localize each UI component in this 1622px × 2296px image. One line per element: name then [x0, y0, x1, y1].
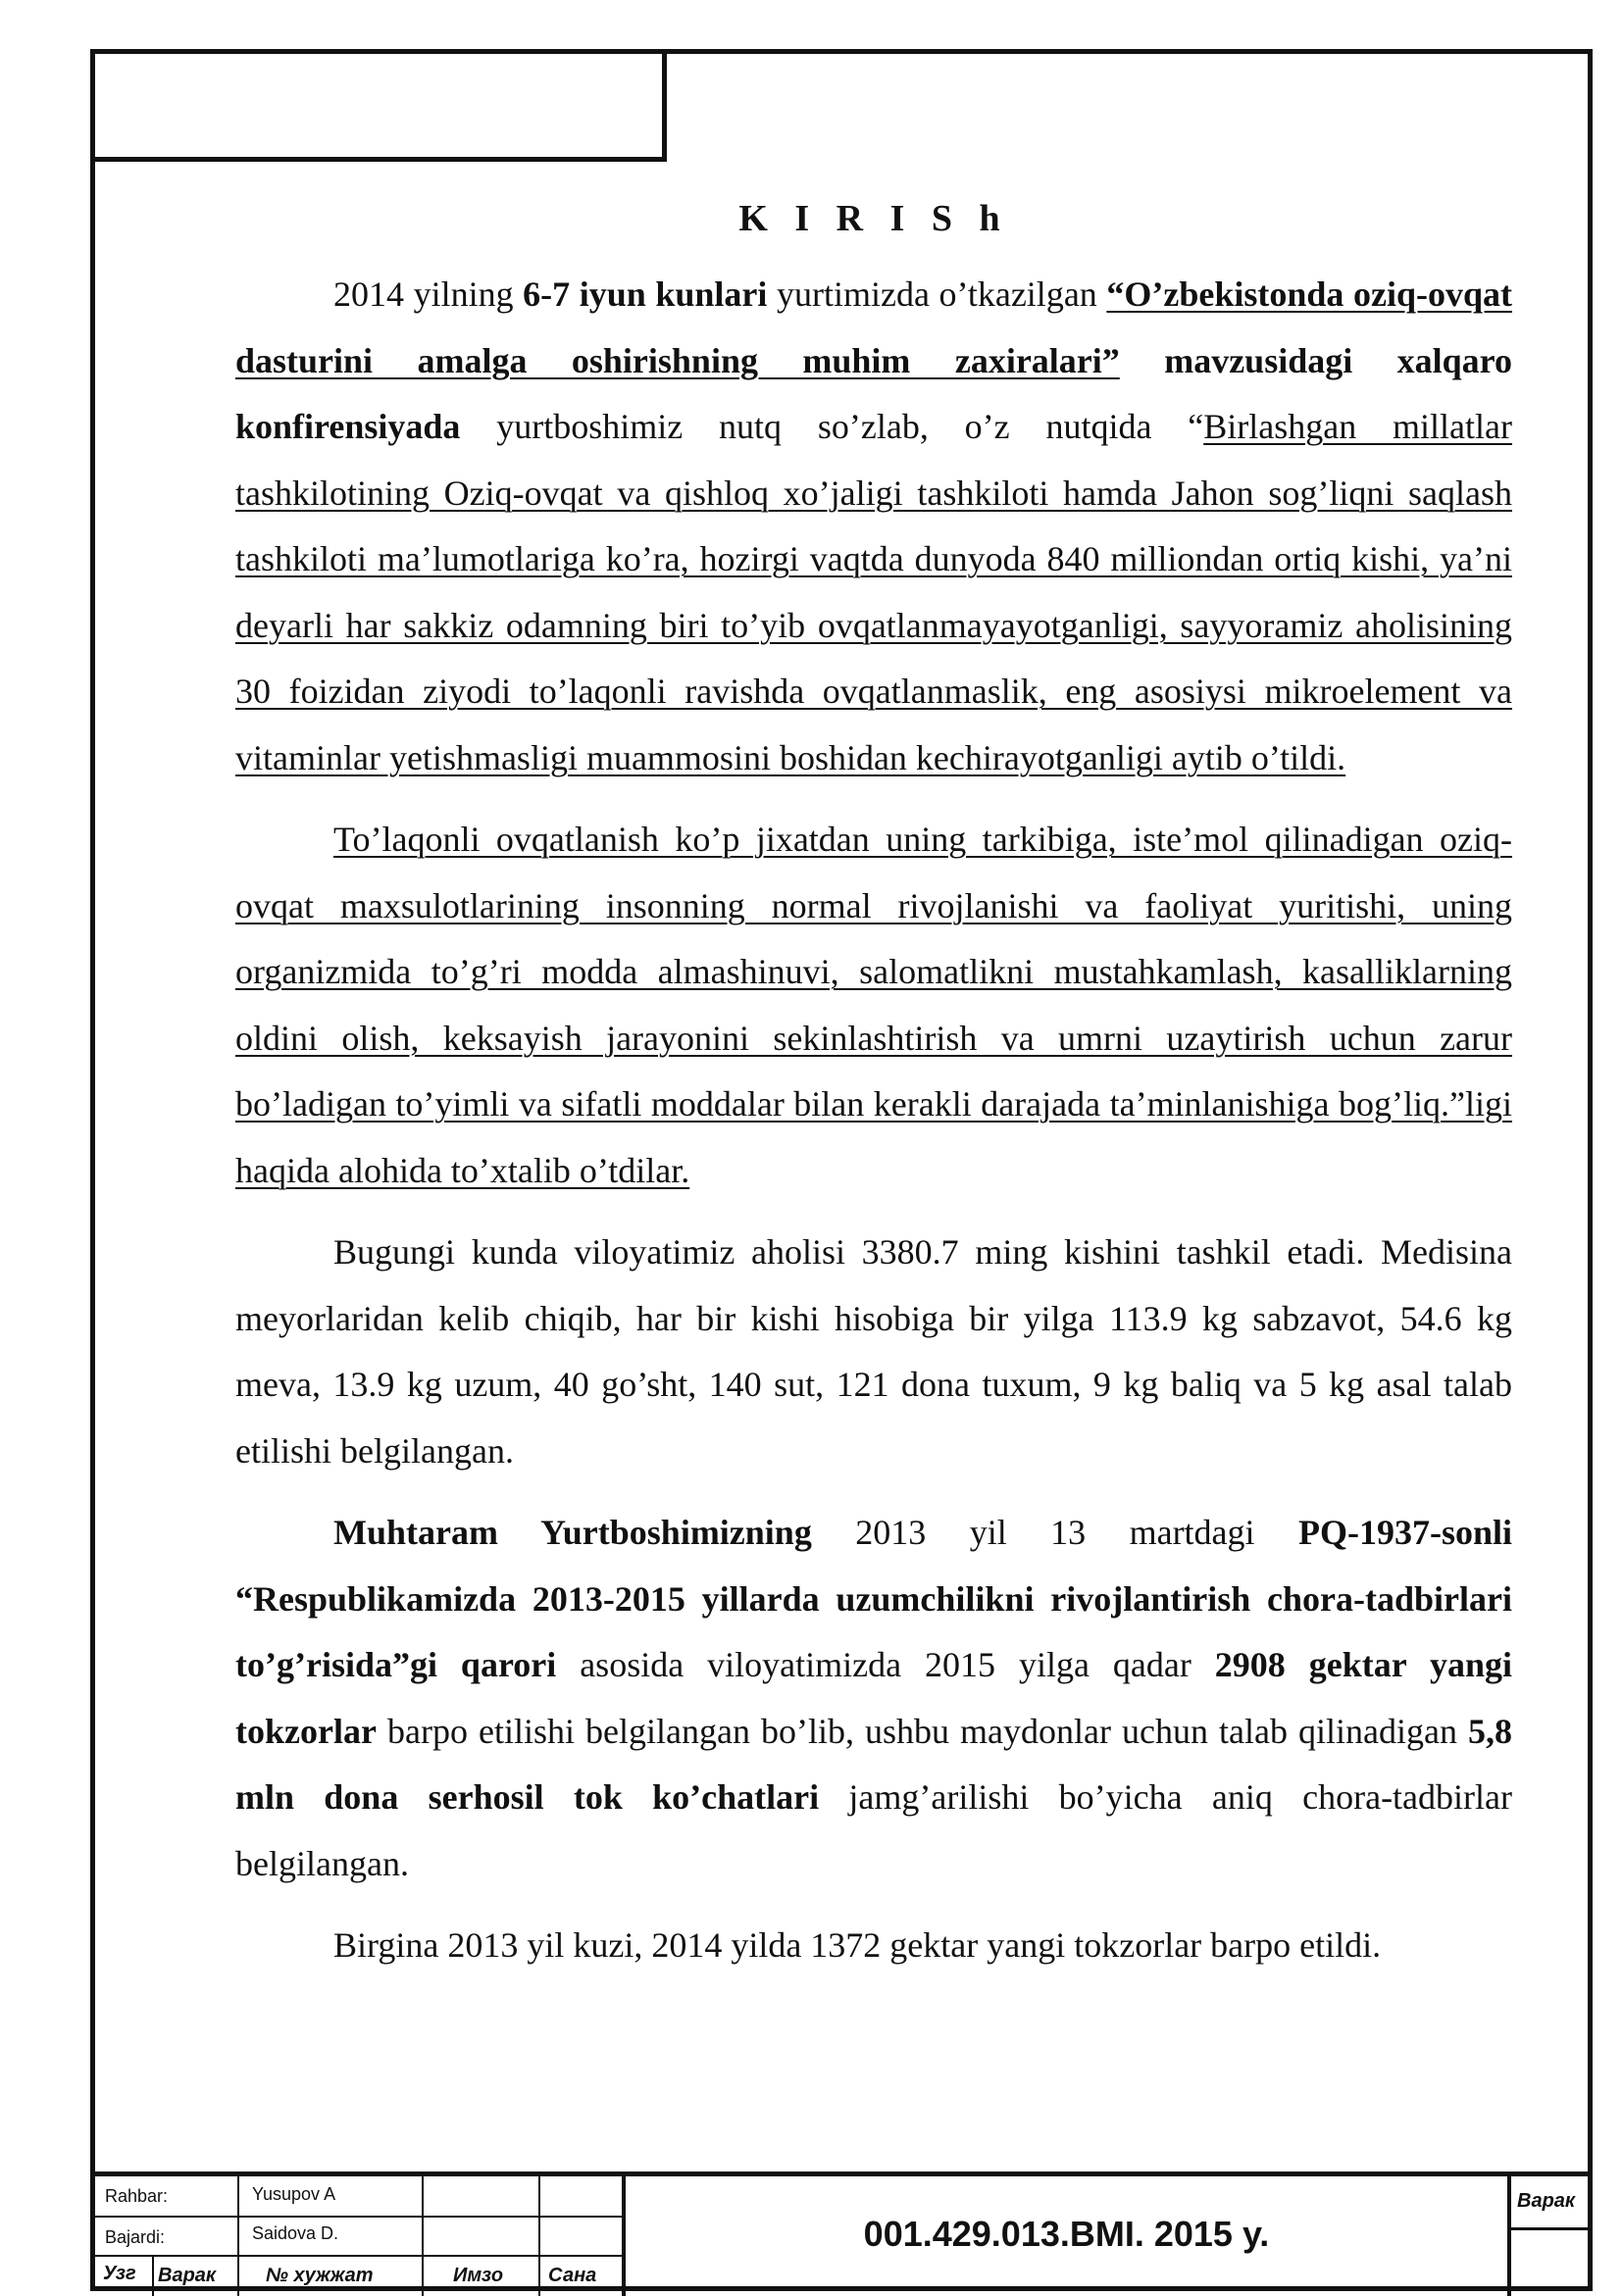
p4-bold-4: 5,8 mln dona serhosil tok ko’chatlari — [235, 1711, 1512, 1817]
p4-text-1: 2013 yil 13 martdagi — [811, 1513, 1298, 1552]
col-sana: Сана — [548, 2265, 597, 2286]
varak-label: Варак — [1517, 2190, 1576, 2212]
corner-stamp-box — [95, 54, 667, 162]
p1-text-3: yurtboshimiz nutq so’zlab, o’z nutqida “ — [460, 407, 1204, 446]
p4-text-2: asosida viloyatimizda 2015 yilga qadar — [556, 1645, 1215, 1684]
p4-text-4: jamg’arilishi bo’yicha aniq chora-tadbirlar belgilangan. — [235, 1777, 1512, 1883]
paragraph-2 — [235, 807, 1512, 1204]
paragraph-3: Bugungi kunda viloyatimiz aholisi 3380.7 ming kishini tashkil etadi. Medisina meyorlaridan kelib chiqib, har bir kishi hisobiga bir yilga 113.9 kg sabzavot, 54.6 kg meva, 13.9 kg uzum, 40 go’sht, 140 sut, 121 dona tuxum, 9 kg baliq va 5 kg asal talab etilishi belgilangan. — [235, 1232, 1512, 1471]
p1-bold-1: 6-7 iyun kunlari — [523, 275, 768, 314]
col-hujjat: № хужжат — [266, 2265, 374, 2286]
col-varak: Варак — [158, 2265, 217, 2286]
paragraph-1 — [235, 262, 1512, 791]
p1-bold-underline-1: “O’zbekistonda oziq-ovqat dasturini amalga oshirishning muhim zaxiralari” — [235, 275, 1512, 380]
document-body — [235, 191, 1512, 1995]
p2-underline-1: To’laqonli ovqatlanish ko’p jixatdan uning tarkibiga, iste’mol qilinadigan oziq-ovqat maxsulotlarining insonning normal rivojlanishi va faoliyat yuritishi, uning organizmida to’g’ri modda almashinuvi, salomatlikni mustahkamlash, kasalliklarning oldini olish, keksayish jarayonini sekinlashtirish va umrni uzaytirish uchun zarur bo’ladigan to’yimli va sifatli moddalar bilan kerakli darajada ta’minlanishiga bog’liq.”ligi haqida alohida to’xtalib o’tdilar. — [235, 820, 1512, 1190]
p1-bold-2: mavzusidagi xalqaro konfirensiyada — [235, 340, 1512, 446]
col-uzg: Узг — [103, 2263, 136, 2284]
p1-text-1: 2014 yilning — [333, 275, 524, 314]
bajardi-name: Saidova D. — [252, 2223, 339, 2243]
paragraph-4 — [235, 1500, 1512, 1897]
col-imzo: Имзо — [453, 2265, 504, 2286]
rahbar-label: Rahbar: — [105, 2186, 169, 2206]
paragraph-5: Birgina 2013 yil kuzi, 2014 yilda 1372 gektar yangi tokzorlar barpo etildi. — [333, 1925, 1382, 1965]
document-code: 001.429.013.BMI. 2015 y. — [863, 2214, 1270, 2254]
rahbar-name: Yusupov A — [252, 2184, 336, 2204]
page-title: K I R I S h — [738, 198, 1009, 239]
p4-bold-3: 2908 gektar yangi tokzorlar — [235, 1645, 1513, 1751]
p1-underline-1: Birlashgan millatlar tashkilotining Oziq-ovqat va qishloq xo’jaligi tashkiloti hamda Jahon sog’liqni saqlash tashkiloti ma’lumotlariga ko’ra, hozirgi vaqtda dunyoda 840 milliondan ortiq kishi, ya’ni deyarli har sakkiz odamning biri to’yib ovqatlanmayayotganligi, sayyoramiz aholisining 30 foizidan ziyodi to’laqonli ravishda ovqatlanmaslik, eng asosiysi mikroelement va vitaminlar yetishmasligi muammosini boshidan kechirayotganligi aytib o’tildi. — [235, 407, 1512, 777]
title-block — [95, 2171, 1588, 2296]
p4-bold-1: Muhtaram Yurtboshimizning — [333, 1513, 812, 1552]
bajardi-label: Bajardi: — [105, 2227, 166, 2247]
p4-bold-2: PQ-1937-sonli “Respublikamizda 2013-2015 yillarda uzumchilikni rivojlantirish chora-tadbirlari to’g’risida”gi qarori — [235, 1513, 1512, 1684]
p4-text-3: barpo etilishi belgilangan bo’lib, ushbu maydonlar uchun talab qilinadigan — [376, 1711, 1468, 1751]
p1-text-2: yurtimizda o’tkazilgan — [767, 275, 1107, 314]
